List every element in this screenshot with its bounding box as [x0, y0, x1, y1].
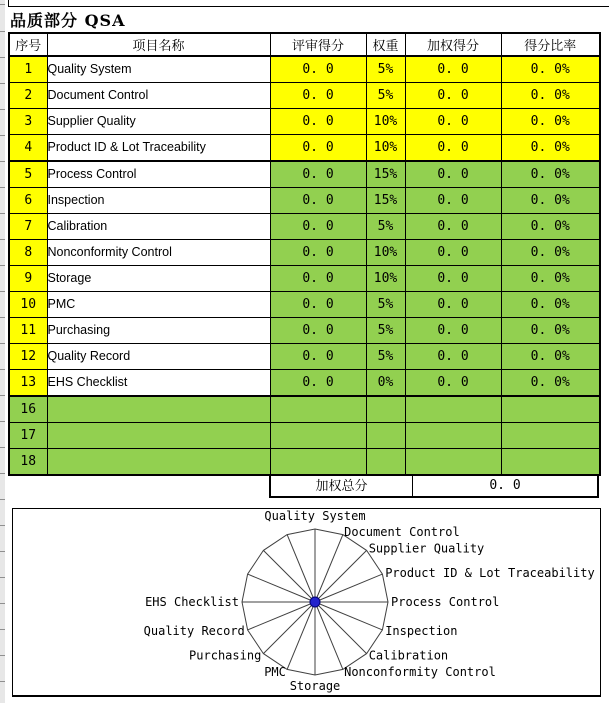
table-row	[9, 423, 600, 449]
cell-score-ratio[interactable]: 0. 0%	[501, 135, 600, 162]
radar-spoke	[263, 602, 315, 654]
radar-axis-label: Inspection	[385, 624, 458, 639]
header-cell-name[interactable]: 项目名称	[47, 33, 270, 56]
cell-row-number[interactable]: 3	[9, 109, 47, 135]
cell-score-ratio[interactable]: 0. 0%	[501, 370, 600, 397]
cell-weighted-score[interactable]: 0. 0	[405, 344, 501, 370]
cell-review-score[interactable]: 0. 0	[270, 161, 366, 188]
radar-spoke	[315, 602, 367, 654]
radar-axis-label: Process Control	[391, 595, 500, 609]
radar-axis-label: Nonconformity Control	[344, 665, 496, 680]
radar-chart	[12, 508, 601, 697]
cell-item-name[interactable]: Purchasing	[47, 318, 270, 344]
weighted-total-label[interactable]: 加权总分	[271, 476, 413, 496]
cell-row-number[interactable]: 9	[9, 266, 47, 292]
cell-score-ratio[interactable]: 0. 0%	[501, 318, 600, 344]
top-grid-line	[8, 6, 609, 7]
weighted-total-value[interactable]: 0. 0	[489, 478, 521, 493]
cell-weight[interactable]: 10%	[366, 240, 405, 266]
cell-weighted-score[interactable]: 0. 0	[405, 83, 501, 109]
table-row	[9, 266, 600, 292]
row-gridline-strip	[0, 0, 5, 703]
table-row	[9, 214, 600, 240]
cell-score-ratio[interactable]: 0. 0%	[501, 109, 600, 135]
cell-weighted-score[interactable]: 0. 0	[405, 240, 501, 266]
cell-weight[interactable]: 5%	[366, 318, 405, 344]
qsa-table-header	[9, 33, 600, 56]
cell-weight[interactable]: 5%	[366, 344, 405, 370]
table-row	[9, 449, 600, 476]
radar-spoke	[263, 550, 315, 602]
cell-weight[interactable]: 10%	[366, 109, 405, 135]
cell-score-ratio[interactable]: 0. 0%	[501, 56, 600, 83]
radar-axis-label: Purchasing	[189, 648, 262, 663]
table-row	[9, 188, 600, 214]
cell-row-number[interactable]: 17	[9, 423, 47, 449]
cell-weighted-score[interactable]: 0. 0	[405, 56, 501, 83]
radar-series-marker	[310, 597, 320, 607]
cell-row-number[interactable]: 4	[9, 135, 47, 162]
cell-item-name[interactable]: Calibration	[47, 214, 270, 240]
cell-weighted-score[interactable]: 0. 0	[405, 266, 501, 292]
cell-weight[interactable]	[366, 396, 405, 423]
cell-weighted-score[interactable]: 0. 0	[405, 109, 501, 135]
cell-review-score[interactable]	[270, 449, 366, 476]
cell-item-name[interactable]: Quality System	[47, 56, 270, 83]
cell-review-score[interactable]: 0. 0	[270, 240, 366, 266]
cell-item-name[interactable]	[47, 423, 270, 449]
radar-axis-label: Product ID & Lot Traceability	[385, 565, 595, 580]
cell-row-number[interactable]: 13	[9, 370, 47, 397]
cell-item-name[interactable]: Product ID & Lot Traceability	[47, 135, 270, 162]
table-row	[9, 135, 600, 162]
cell-weighted-score[interactable]: 0. 0	[405, 214, 501, 240]
table-row	[9, 396, 600, 423]
cell-row-number[interactable]: 16	[9, 396, 47, 423]
cell-item-name[interactable]: Process Control	[47, 161, 270, 188]
cell-review-score[interactable]: 0. 0	[270, 109, 366, 135]
cell-review-score[interactable]	[270, 396, 366, 423]
radar-axis-label: Quality System	[264, 509, 366, 523]
cell-review-score[interactable]: 0. 0	[270, 188, 366, 214]
cell-weight[interactable]	[366, 423, 405, 449]
cell-weight[interactable]: 10%	[366, 135, 405, 162]
cell-weighted-score[interactable]: 0. 0	[405, 370, 501, 397]
cell-score-ratio[interactable]: 0. 0%	[501, 266, 600, 292]
cell-review-score[interactable]: 0. 0	[270, 370, 366, 397]
weighted-total-row	[269, 474, 599, 498]
cell-weighted-score[interactable]	[405, 396, 501, 423]
cell-item-name[interactable]: Document Control	[47, 83, 270, 109]
cell-weighted-score[interactable]	[405, 449, 501, 476]
header-cell-weight[interactable]: 权重	[366, 33, 405, 56]
cell-weighted-score[interactable]: 0. 0	[405, 318, 501, 344]
cell-score-ratio[interactable]: 0. 0%	[501, 83, 600, 109]
cell-weight[interactable]: 5%	[366, 83, 405, 109]
radar-axis-label: Calibration	[368, 648, 449, 663]
cell-item-name[interactable]: Supplier Quality	[47, 109, 270, 135]
cell-review-score[interactable]: 0. 0	[270, 266, 366, 292]
cell-score-ratio[interactable]: 0. 0%	[501, 344, 600, 370]
cell-item-name[interactable]: Storage	[47, 266, 270, 292]
cell-score-ratio[interactable]	[501, 423, 600, 449]
cell-weight[interactable]: 10%	[366, 266, 405, 292]
radar-chart-svg	[13, 509, 600, 695]
page-title: 品质部分 QSA	[10, 11, 126, 30]
cell-row-number[interactable]: 1	[9, 56, 47, 83]
cell-item-name[interactable]: Inspection	[47, 188, 270, 214]
cell-row-number[interactable]: 8	[9, 240, 47, 266]
cell-item-name[interactable]	[47, 396, 270, 423]
cell-review-score[interactable]: 0. 0	[270, 344, 366, 370]
cell-weight[interactable]: 5%	[366, 56, 405, 83]
cell-score-ratio[interactable]: 0. 0%	[501, 292, 600, 318]
cell-weighted-score[interactable]: 0. 0	[405, 188, 501, 214]
table-row	[9, 83, 600, 109]
table-row	[9, 370, 600, 397]
radar-axis-label: Storage	[289, 679, 341, 693]
cell-review-score[interactable]	[270, 423, 366, 449]
table-row	[9, 292, 600, 318]
radar-axis-label: Supplier Quality	[368, 541, 485, 556]
cell-weighted-score[interactable]	[405, 423, 501, 449]
cell-row-number[interactable]: 18	[9, 449, 47, 476]
cell-row-number[interactable]: 12	[9, 344, 47, 370]
header-cell-weighted[interactable]: 加权得分	[405, 33, 501, 56]
cell-item-name[interactable]: EHS Checklist	[47, 370, 270, 397]
radar-spoke	[315, 550, 367, 602]
cell-score-ratio[interactable]: 0. 0%	[501, 161, 600, 188]
table-row	[9, 318, 600, 344]
cell-weight[interactable]: 5%	[366, 292, 405, 318]
radar-axis-label: Document Control	[344, 524, 460, 539]
top-grid-tick	[8, 0, 9, 6]
cell-item-name[interactable]	[47, 449, 270, 476]
cell-item-name[interactable]: Quality Record	[47, 344, 270, 370]
qsa-table	[8, 32, 601, 476]
cell-row-number[interactable]: 2	[9, 83, 47, 109]
cell-weight[interactable]: 5%	[366, 214, 405, 240]
cell-review-score[interactable]: 0. 0	[270, 135, 366, 162]
radar-axis-label: Quality Record	[143, 624, 245, 639]
cell-score-ratio[interactable]: 0. 0%	[501, 188, 600, 214]
table-row	[9, 240, 600, 266]
table-row	[9, 56, 600, 83]
qsa-table-body	[9, 56, 600, 475]
cell-row-number[interactable]: 5	[9, 161, 47, 188]
cell-item-name[interactable]: PMC	[47, 292, 270, 318]
header-cell-ratio[interactable]: 得分比率	[501, 33, 600, 56]
cell-weighted-score[interactable]: 0. 0	[405, 161, 501, 188]
cell-weight[interactable]: 15%	[366, 161, 405, 188]
cell-weighted-score[interactable]: 0. 0	[405, 292, 501, 318]
cell-row-number[interactable]: 7	[9, 214, 47, 240]
cell-item-name[interactable]: Nonconformity Control	[47, 240, 270, 266]
radar-axis-label: PMC	[264, 665, 286, 680]
cell-review-score[interactable]: 0. 0	[270, 214, 366, 240]
radar-axis-label: EHS Checklist	[145, 595, 239, 609]
cell-row-number[interactable]: 11	[9, 318, 47, 344]
cell-review-score[interactable]: 0. 0	[270, 292, 366, 318]
header-cell-no[interactable]: 序号	[9, 33, 47, 56]
cell-score-ratio[interactable]: 0. 0%	[501, 240, 600, 266]
table-row	[9, 109, 600, 135]
cell-weighted-score[interactable]: 0. 0	[405, 135, 501, 162]
cell-weight[interactable]: 15%	[366, 188, 405, 214]
cell-review-score[interactable]: 0. 0	[270, 83, 366, 109]
cell-row-number[interactable]: 10	[9, 292, 47, 318]
header-cell-score[interactable]: 评审得分	[270, 33, 366, 56]
cell-review-score[interactable]: 0. 0	[270, 318, 366, 344]
cell-weight[interactable]	[366, 449, 405, 476]
table-row	[9, 161, 600, 188]
cell-score-ratio[interactable]	[501, 449, 600, 476]
cell-score-ratio[interactable]	[501, 396, 600, 423]
cell-score-ratio[interactable]: 0. 0%	[501, 214, 600, 240]
table-row	[9, 344, 600, 370]
cell-weight[interactable]: 0%	[366, 370, 405, 397]
cell-review-score[interactable]: 0. 0	[270, 56, 366, 83]
cell-row-number[interactable]: 6	[9, 188, 47, 214]
